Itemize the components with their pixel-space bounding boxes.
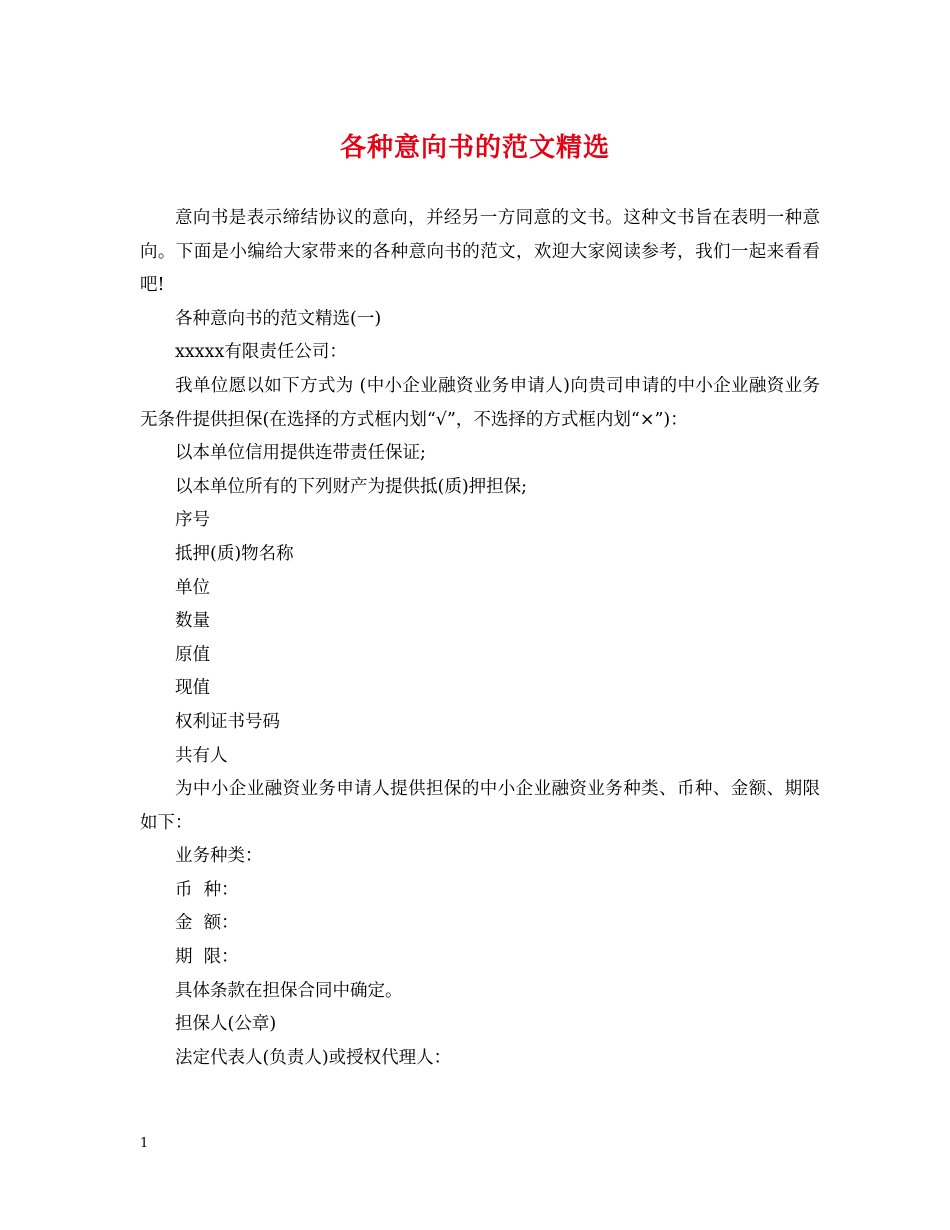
contract-terms-line: 具体条款在担保合同中确定。 bbox=[175, 980, 403, 1001]
document-body bbox=[140, 202, 820, 1075]
guarantee-option-credit: 以本单位信用提供连带责任保证; bbox=[175, 443, 426, 464]
page-number: 1 bbox=[140, 1136, 149, 1151]
field-co-owner: 共有人 bbox=[175, 745, 228, 766]
guarantee-statement: 我单位愿以如下方式为 (中小企业融资业务申请人)向贵司申请的中小企业融资业务无条件提供担保(在选择的方式框内划“√”，不选择的方式框内划“×”)： bbox=[140, 375, 820, 430]
business-details-paragraph: 为中小企业融资业务申请人提供担保的中小企业融资业务种类、币种、金额、期限如下： bbox=[140, 779, 820, 833]
document-title: 各种意向书的范文精选 bbox=[339, 133, 610, 163]
field-quantity: 数量 bbox=[175, 611, 210, 632]
field-currency: 币 种： bbox=[175, 879, 239, 900]
field-unit: 单位 bbox=[175, 577, 210, 598]
field-original-value: 原值 bbox=[175, 644, 210, 665]
field-amount: 金 额： bbox=[175, 913, 239, 934]
representative-line: 法定代表人(负责人)或授权代理人： bbox=[175, 1047, 452, 1068]
guarantor-seal-line: 担保人(公章) bbox=[175, 1014, 277, 1035]
field-business-type: 业务种类： bbox=[175, 846, 263, 867]
addressee-line: xxxxx有限责任公司： bbox=[175, 342, 347, 363]
field-certificate-number: 权利证书号码 bbox=[175, 711, 280, 732]
field-collateral-name: 抵押(质)物名称 bbox=[175, 543, 294, 564]
guarantee-option-collateral: 以本单位所有的下列财产为提供抵(质)押担保; bbox=[175, 476, 528, 497]
field-serial-number: 序号 bbox=[175, 510, 210, 531]
section-heading: 各种意向书的范文精选(一) bbox=[175, 308, 382, 329]
intro-paragraph: 意向书是表示缔结协议的意向，并经另一方同意的文书。这种文书旨在表明一种意向。下面是小编给大家带来的各种意向书的范文，欢迎大家阅读参考，我们一起来看看吧! bbox=[140, 208, 820, 296]
field-term: 期 限： bbox=[175, 947, 239, 968]
field-current-value: 现值 bbox=[175, 678, 210, 699]
